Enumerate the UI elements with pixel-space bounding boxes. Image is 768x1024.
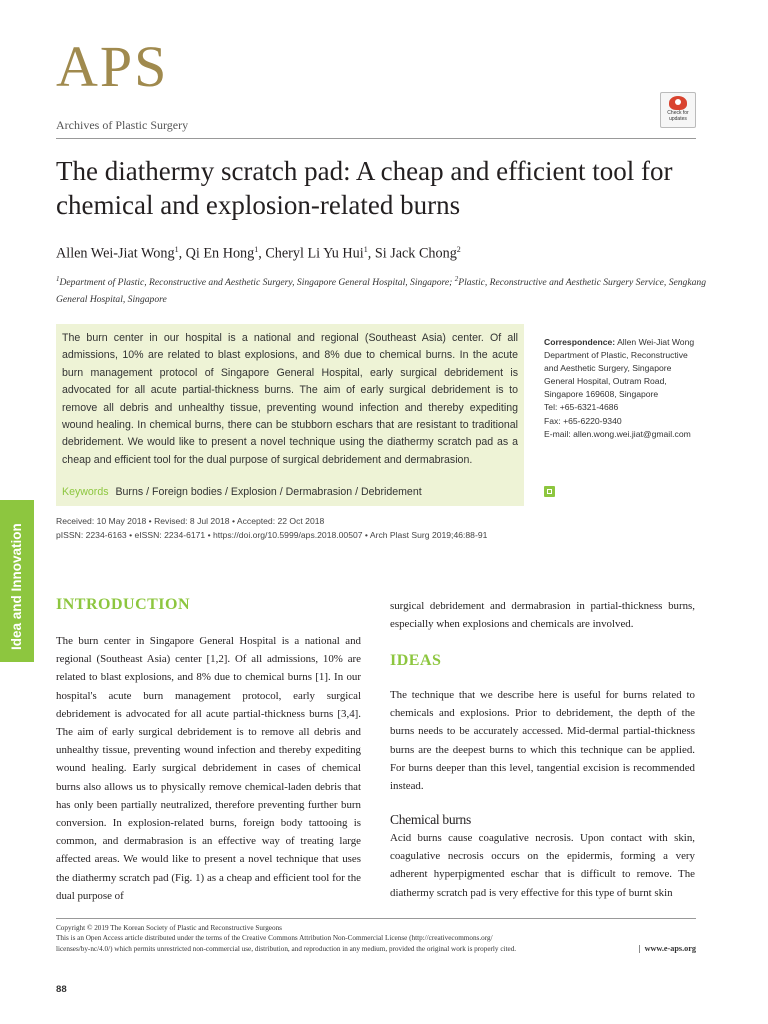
correspondence-line: Tel: +65-6321-4686	[544, 402, 619, 413]
keywords-label: Keywords	[62, 486, 109, 498]
introduction-heading: INTRODUCTION	[56, 596, 191, 613]
keywords-line	[62, 486, 422, 498]
creative-commons-icon	[544, 486, 555, 497]
check-for-updates-badge[interactable]	[660, 92, 696, 128]
author-affiliation-mark: 1	[254, 245, 259, 254]
article-title: The diathermy scratch pad: A cheap and efficient tool for chemical and explosion-related burns	[56, 156, 673, 220]
check-for-updates-label: Check for updates	[667, 110, 689, 122]
introduction-continued: surgical debridement and dermabrasion in partial-thickness burns, especially when explosions and chemicals are involved.	[390, 600, 695, 631]
correspondence-line: Allen Wei-Jiat Wong	[617, 337, 695, 347]
journal-website-link[interactable]: | www.e-aps.org	[638, 943, 696, 953]
correspondence-line: and Aesthetic Surgery, Singapore	[544, 363, 672, 374]
author-name: Cheryl Li Yu Hui	[265, 245, 364, 262]
section-side-tab-label: Idea and Innovation	[9, 523, 24, 650]
correspondence-email[interactable]: E-mail: allen.wong.wei.jiat@gmail.com	[544, 428, 691, 439]
author-affiliation-mark: 1	[363, 245, 368, 254]
ideas-heading: IDEAS	[390, 652, 442, 669]
affiliation-number: 1	[56, 275, 60, 283]
correspondence-line: General Hospital, Outram Road,	[544, 376, 667, 387]
author-affiliation-mark: 1	[174, 245, 179, 254]
crossmark-icon	[669, 96, 687, 110]
introduction-text: The burn center in Singapore General Hospital is a national and regional (Southeast Asia) center [1,2]. Of all admissions, 10% are related to blast explosions, and 8% due to chemical burns [1]. In our hospital's acute burn management protocol, early surgical debridement is advocated for all acute partial-thickness burns [3,4]. The aim of early surgical debridement is to remove all debris and unhealthy tissue, preventing wound infection and thereby expediting wound healing. Early surgical debridement in cases of chemical burns also allows us to physically remove chemical-laden debris that has only been partially neutralized, therefore preventing further burn conversion. In explosion-related burns, foreign body tattooing is common, and dermabrasion is an effective way of treating large affected areas. We would like to present a novel technique that uses the diathermy scratch pad (Fig. 1) as a cheap and efficient tool for the dual purpose of	[56, 635, 361, 902]
author-affiliation-mark: 2	[456, 245, 461, 254]
affiliation-number: 2	[454, 275, 459, 283]
footer-license	[56, 923, 696, 954]
correspondence-line: Fax: +65-6220-9340	[544, 415, 622, 426]
correspondence-label: Correspondence:	[544, 337, 616, 347]
header-divider	[56, 138, 696, 139]
journal-name: Archives of Plastic Surgery	[56, 118, 189, 132]
affiliation-text: Plastic, Reconstructive and Aesthetic Surgery Service, Sengkang General Hospital, Singapore	[56, 277, 706, 306]
author-name: Allen Wei-Jiat Wong	[56, 245, 175, 262]
correspondence-block	[544, 336, 714, 441]
correspondence-line: Department of Plastic, Reconstructive	[544, 350, 688, 361]
author-name: Qi En Hong	[185, 245, 255, 262]
correspondence-line: Singapore 169608, Singapore	[544, 389, 659, 400]
chemical-burns-heading: Chemical burns	[390, 812, 471, 827]
page-number: 88	[56, 984, 67, 995]
journal-logo: APS	[56, 34, 169, 99]
abstract-text: The burn center in our hospital is a national and regional (Southeast Asia) center. Of all admissions, 10% are related to blast explosions, and 8% due to chemical burns. In the acute burn management protocol of Singapore General Hospital, early surgical debridement is advocated for all acute partial-thickness burns. The aim of early surgical debridement is to remove all debris and unhealthy tissue, preventing wound infection and thereby expediting wound healing. In chemical burns, there can be stubborn eschars that are resistant to traditional debridement. We would like to present a novel technique using the diathermy scratch pad as a cheap and efficient tool for the dual purpose of surgical debridement and dermabrasion.	[62, 332, 518, 466]
license-line: This is an Open Access article distributed under the terms of the Creative Commons Attribution Non-Commercial License (http://creativecommons.org/	[56, 934, 493, 943]
author-name: Si Jack Chong	[374, 245, 457, 262]
section-side-tab	[0, 500, 34, 662]
publication-dates	[56, 514, 487, 542]
footer-divider	[56, 918, 696, 919]
author-list: Allen Wei-Jiat Wong$^1$, Qi En Hong$^1$, Cheryl Li Yu Hui$^1$, Si Jack Chong$^2$	[56, 245, 461, 262]
affiliations	[56, 271, 716, 308]
ideas-text: The technique that we describe here is useful for burns related to chemicals and explosions. Prior to debridement, the depth of the burns needs to be accurately accessed. Mid-dermal partial-thickness burns are the deepest burns to which this technique can be applied. For burns deeper than this level, tangential excision is recommended instead.	[390, 689, 695, 793]
issn-doi-line[interactable]: pISSN: 2234-6163 • eISSN: 2234-6171 • https://doi.org/10.5999/aps.2018.00507 • Arch Plast Surg 2019;46:88-91	[56, 530, 488, 540]
affiliation-text: Department of Plastic, Reconstructive and Aesthetic Surgery, Singapore General Hospital, Singapore;	[59, 277, 455, 289]
chemical-burns-text: Acid burns cause coagulative necrosis. Upon contact with skin, coagulative necrosis occurs on the epidermis, forming a very adherent hyperpigmented eschar that is difficult to remove. The diathermy scratch pad is very effective for this type of burnt skin	[390, 832, 695, 899]
keywords-values: Burns / Foreign bodies / Explosion / Dermabrasion / Debridement	[115, 486, 422, 498]
received-dates: Received: 10 May 2018 • Revised: 8 Jul 2018 • Accepted: 22 Oct 2018	[56, 516, 325, 526]
copyright-line: Copyright © 2019 The Korean Society of Plastic and Reconstructive Surgeons	[56, 924, 282, 932]
license-line: licenses/by-nc/4.0/) which permits unrestricted non-commercial use, distribution, and reproduction in any medium, provided the original work is properly cited.	[56, 944, 517, 953]
